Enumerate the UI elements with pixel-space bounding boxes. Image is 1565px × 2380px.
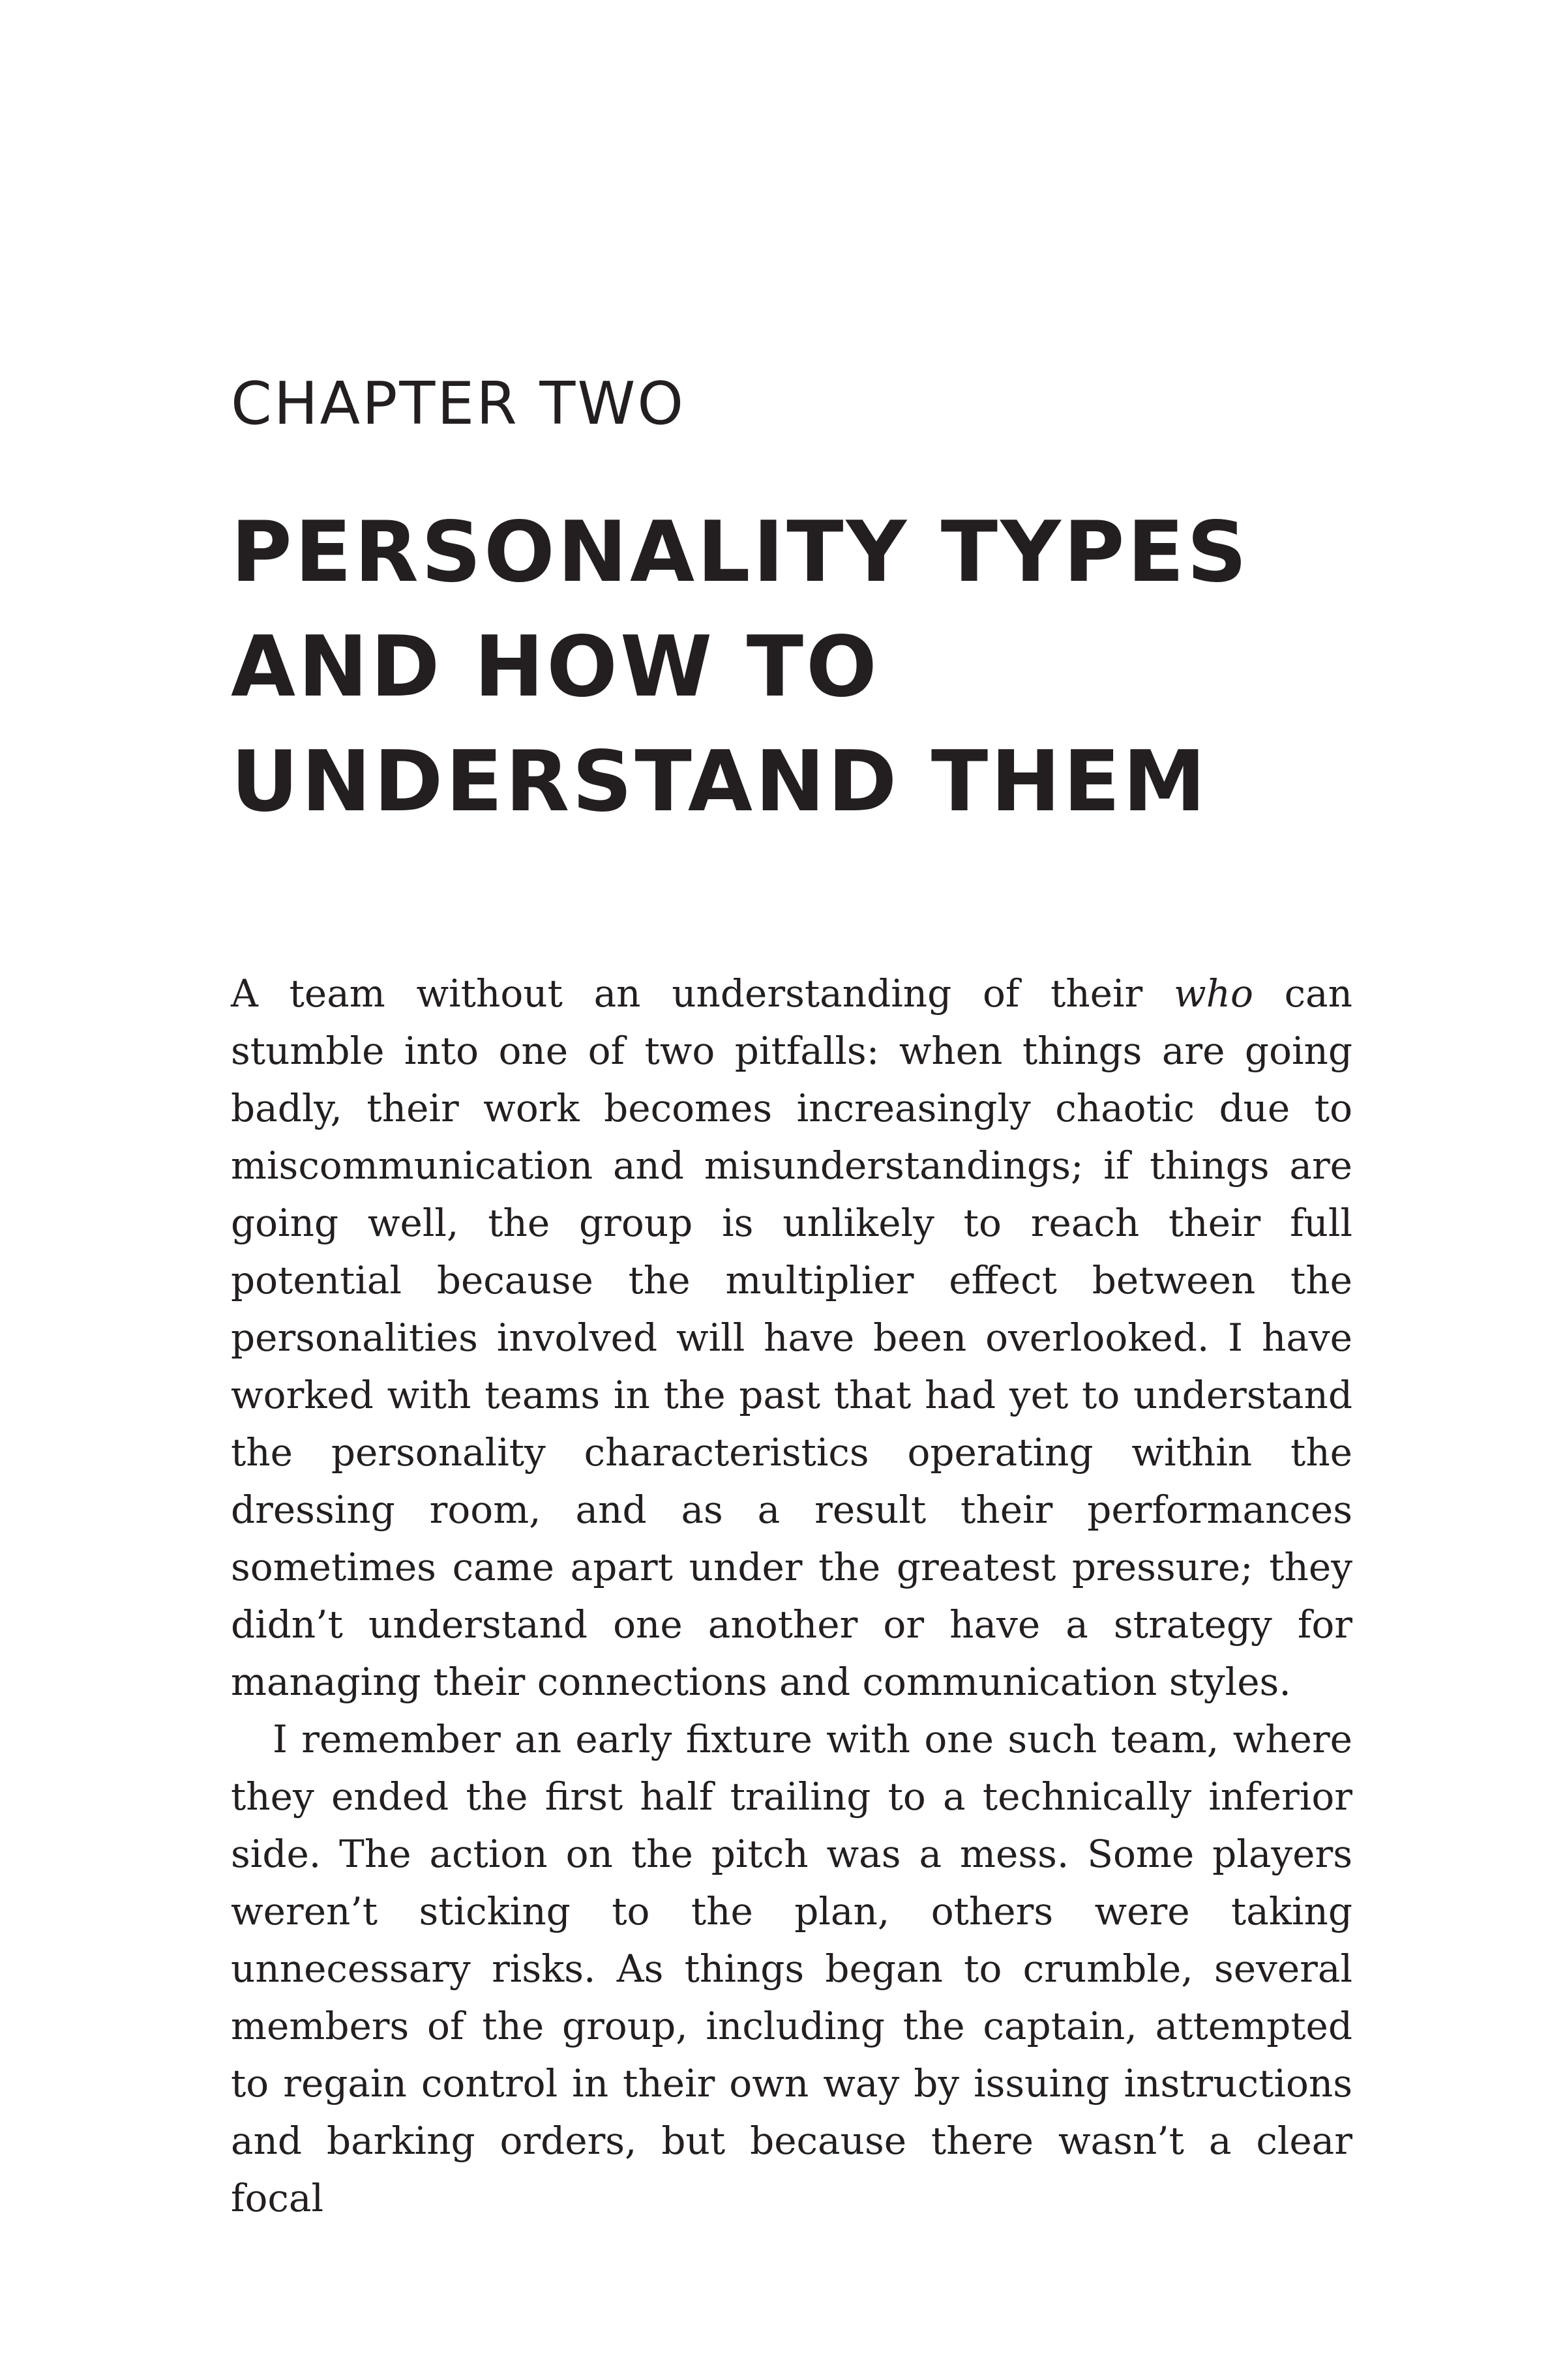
paragraph-1-text-end: can stumble into one of two pitfalls: when things are going badly, their work becomes increasingly chaotic due to miscommunication and misunderstandings; if things are going well, the group is unlikely to reach their full potential because the multiplier effect between the personalities involved will have been overlooked. I have worked with teams in the past that had yet to understand the personality characteristics operating within the dressing room, and as a result their performances sometimes came apart under the greatest pressure; they didn’t understand one another or have a strategy for managing their connections and communication styles. — [231, 971, 1352, 1704]
body-text — [231, 965, 1352, 2227]
chapter-label: CHAPTER TWO — [231, 370, 686, 438]
paragraph-1-text-start: A team without an understanding of their — [231, 971, 1174, 1016]
chapter-title-line-1: PERSONALITY TYPES — [231, 504, 1250, 601]
chapter-title-line-2: AND HOW TO — [231, 619, 880, 716]
chapter-title — [231, 495, 1379, 840]
chapter-title-line-3: UNDERSTAND THEM — [231, 733, 1209, 830]
paragraph-1-emphasis: who — [1173, 971, 1253, 1016]
paragraph-1 — [231, 965, 1352, 1711]
paragraph-2: I remember an early fixture with one such team, where they ended the first half trailing to a technically inferior side. The action on the pitch was a mess. Some players weren’t sticking to the plan, others were taking unnecessary risks. As things began to crumble, several members of the group, including the captain, attempted to regain control in their own way by issuing instructions and barking orders, but because there wasn’t a clear focal — [231, 1717, 1352, 2220]
